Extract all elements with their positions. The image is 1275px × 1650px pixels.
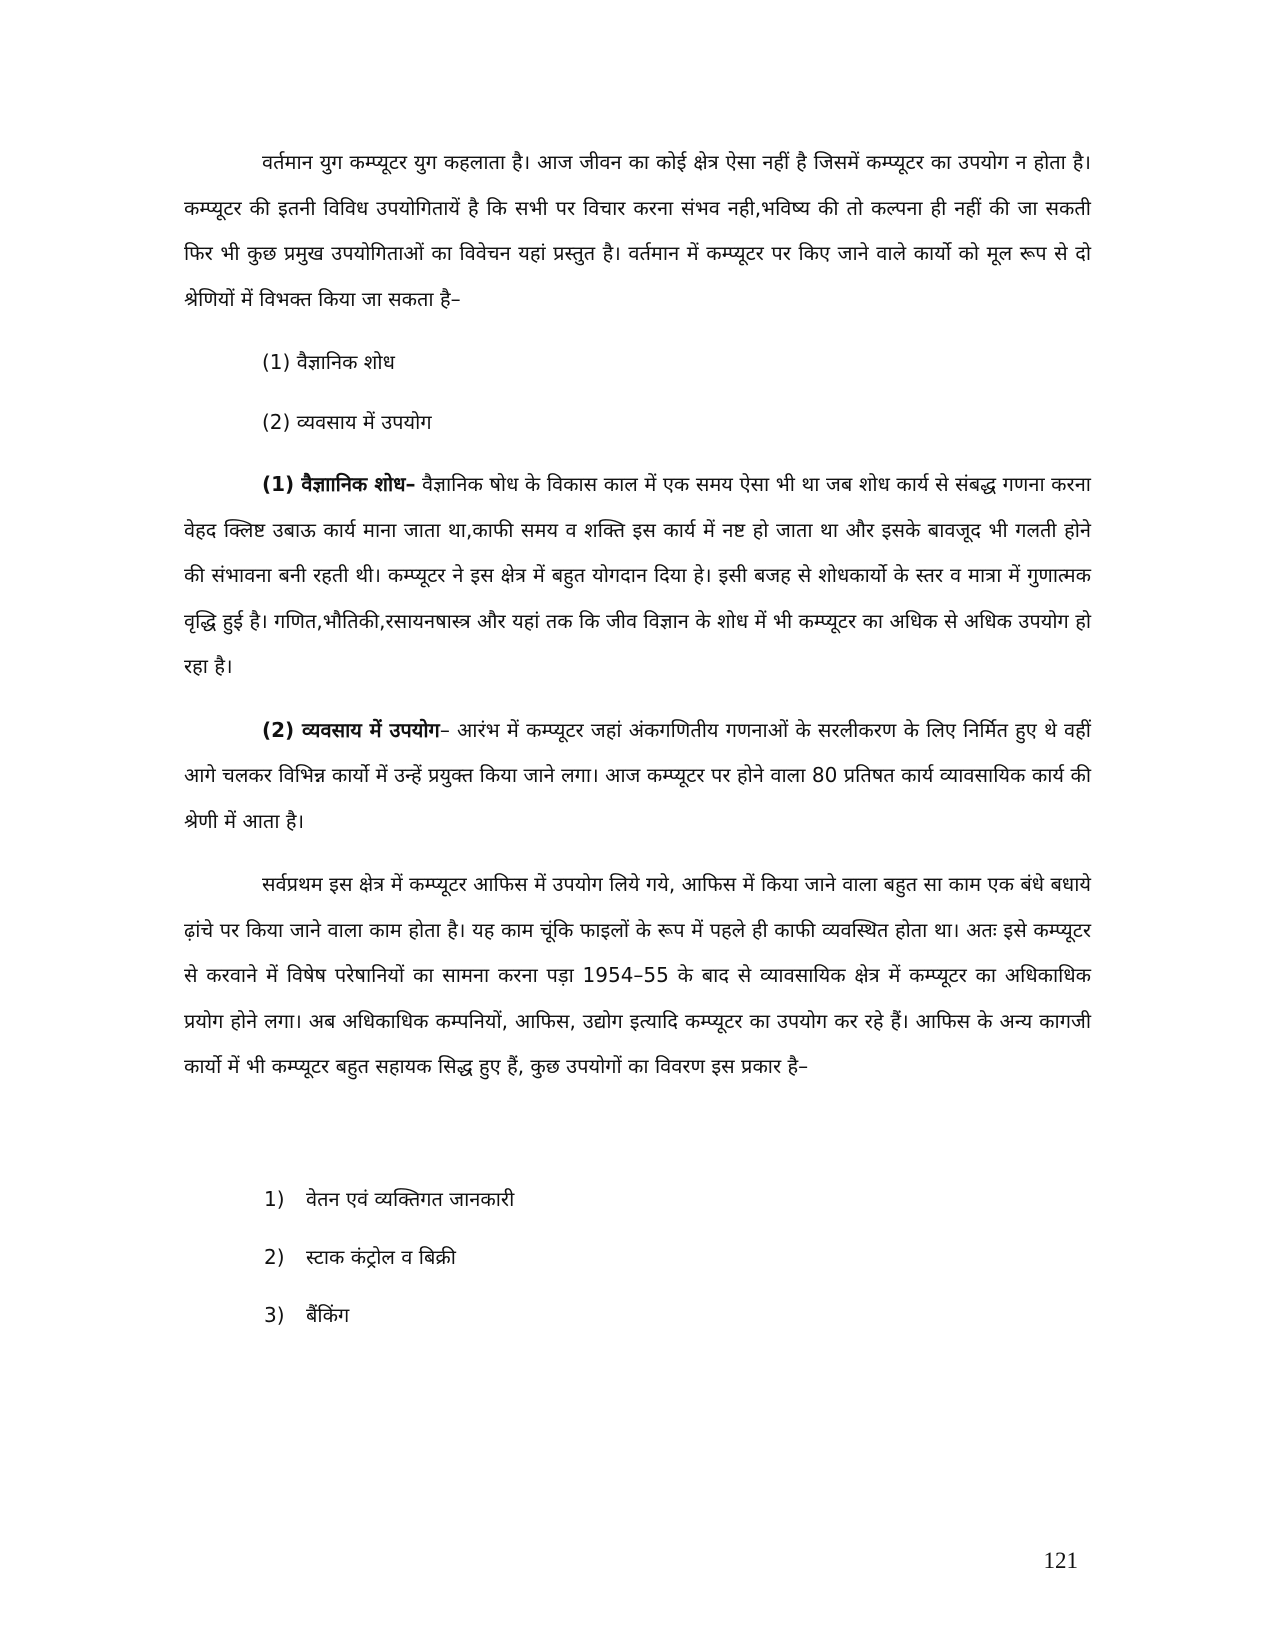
category-list bbox=[184, 332, 1091, 452]
list-item bbox=[264, 1286, 1091, 1344]
list-item-text: बैंकिंग bbox=[306, 1302, 350, 1327]
uses-list bbox=[184, 1170, 1091, 1344]
list-item-number: 3) bbox=[264, 1302, 285, 1327]
list-item bbox=[264, 1228, 1091, 1286]
section-body: – आरंभ में कम्प्यूटर जहां अंकगणितीय गणनाओं के सरलीकरण के लिए निर्मित हुए थे वहीं आगे चलकर विभिन्न कार्यो में उन्हें प्रयुक्त किया जाने लगा। आज कम्प्यूटर पर होने वाला 80 प्रतिषत कार्य व्यावसायिक कार्य की श्रेणी में आता है। bbox=[184, 717, 1091, 833]
document-page bbox=[184, 140, 1091, 1344]
office-paragraph: सर्वप्रथम इस क्षेत्र में कम्प्यूटर आफिस में उपयोग लिये गये, आफिस में किया जाने वाला बहुत सा काम एक बंधे बधाये ढ़ांचे पर किया जाने वाला काम होता है। यह काम चूंकि फाइलों के रूप में पहले ही काफी व्यवस्थित होता था। अतः इसे कम्प्यूटर से करवाने में विषेष परेषानियों का सामना करना पड़ा 1954–55 के बाद से व्यावसायिक क्षेत्र में कम्प्यूटर का अधिकाधिक प्रयोग होने लगा। अब अधिकाधिक कम्पनियों, आफिस, उद्योग इत्यादि कम्प्यूटर का उपयोग कर रहे हैं। आफिस के अन्य कागजी कार्यो में भी कम्प्यूटर बहुत सहायक सिद्ध हुए हैं, कुछ उपयोगों का विवरण इस प्रकार है– bbox=[184, 872, 1091, 1078]
section-heading: (1) वैज्ञाानिक शोध– bbox=[262, 472, 416, 496]
list-item-text: वेतन एवं व्यक्तिगत जानकारी bbox=[306, 1186, 515, 1211]
page-number: 121 bbox=[1043, 1548, 1078, 1573]
category-item: (2) व्यवसाय में उपयोग bbox=[262, 410, 432, 434]
intro-paragraph: वर्तमान युग कम्प्यूटर युग कहलाता है। आज जीवन का कोई क्षेत्र ऐसा नहीं है जिसमें कम्प्यूटर का उपयोग न होता है। कम्प्यूटर की इतनी विविध उपयोगितायें है कि सभी पर विचार करना संभव नही,भविष्य की तो कल्पना ही नहीं की जा सकती फिर भी कुछ प्रमुख उपयोगिताओं का विवेचन यहां प्रस्तुत है। वर्तमान में कम्प्यूटर पर किए जाने वाले कार्यो को मूल रूप से दो श्रेणियों में विभक्त किया जा सकता है– bbox=[184, 150, 1091, 311]
category-item: (1) वैज्ञानिक शोध bbox=[262, 350, 395, 374]
section-heading: (2) व्यवसाय में उपयोग bbox=[262, 717, 440, 742]
section-business-use bbox=[184, 708, 1091, 845]
list-item bbox=[264, 1170, 1091, 1228]
list-item-text: स्टाक कंट्रोल व बिक्री bbox=[306, 1244, 456, 1269]
list-item-number: 2) bbox=[264, 1244, 285, 1269]
section-body: वैज्ञानिक षोध के विकास काल में एक समय ऐसा भी था जब शोध कार्य से संबद्ध गणना करना वेहद क्लिष्ट उबाऊ कार्य माना जाता था,काफी समय व शक्ति इस कार्य में नष्ट हो जाता था और इसके बावजूद भी गलती होने की संभावना बनी रहती थी। कम्प्यूटर ने इस क्षेत्र में बहुत योगदान दिया हे। इसी बजह से शोधकार्यो के स्तर व मात्रा में गुणात्मक वृद्धि हुई है। गणित,भौतिकी,रसायनषास्त्र और यहां तक कि जीव विज्ञान के शोध में भी कम्प्यूटर का अधिक से अधिक उपयोग हो रहा है। bbox=[184, 472, 1091, 678]
section-scientific-research bbox=[184, 462, 1091, 690]
list-item-number: 1) bbox=[264, 1186, 285, 1211]
